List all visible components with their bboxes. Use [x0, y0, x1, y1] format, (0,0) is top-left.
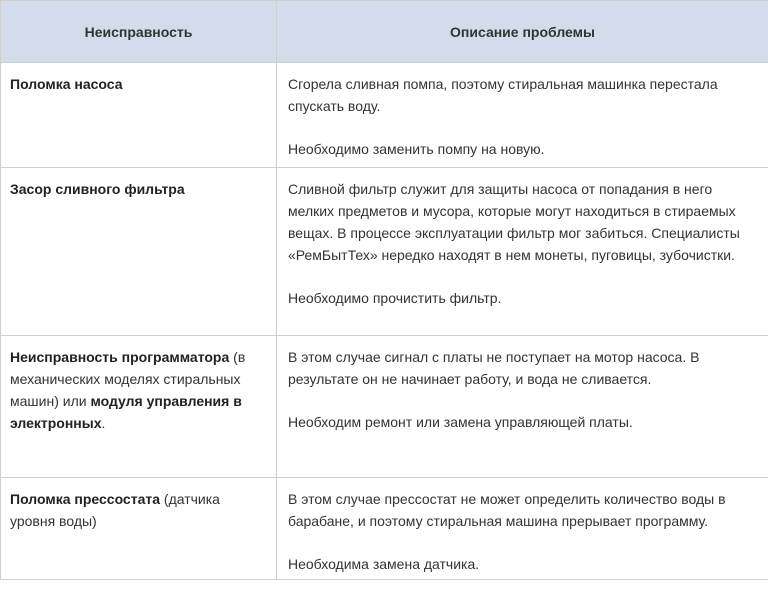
- fault-note-end: .: [101, 415, 106, 431]
- description-cell: [277, 478, 768, 580]
- fault-note: (в механических моделях стиральных машин) или: [10, 349, 246, 409]
- solution-text: Необходимо заменить помпу на новую.: [288, 141, 545, 157]
- fault-title: Неисправность программатора: [10, 349, 230, 365]
- description-text: Сливной фильтр служит для защиты насоса от попадания в него мелких предметов и мусора, которые могут находиться в стираемых вещах. В процессе эксплуатации фильтр мог забиться. Специалисты «РемБытТех» нередко находят в нем монеты, пуговицы, зубочистки.: [288, 181, 740, 263]
- solution-text: Необходим ремонт или замена управляющей платы.: [288, 414, 633, 430]
- solution-text: Необходимо прочистить фильтр.: [288, 290, 502, 306]
- description-cell: [277, 336, 768, 478]
- description-cell: [277, 63, 768, 168]
- description-text: В этом случае прессостат не может определить количество воды в барабане, и поэтому стиральная машина прерывает программу.: [288, 491, 726, 529]
- table-row: [1, 336, 768, 478]
- table-row: [1, 168, 768, 336]
- description-text: Сгорела сливная помпа, поэтому стиральная машинка перестала спускать воду.: [288, 76, 718, 114]
- fault-note: (датчика уровня воды): [10, 491, 220, 529]
- table-row: [1, 63, 768, 168]
- fault-cell: [1, 336, 277, 478]
- header-fault: Неисправность: [1, 1, 277, 63]
- fault-cell: [1, 63, 277, 168]
- fault-title: Засор сливного фильтра: [10, 181, 185, 197]
- table-row: [1, 478, 768, 580]
- fault-title: Поломка прессостата: [10, 491, 161, 507]
- table-header-row: [1, 1, 768, 63]
- fault-cell: [1, 168, 277, 336]
- fault-title: Поломка насоса: [10, 76, 123, 92]
- header-description: Описание проблемы: [277, 1, 768, 63]
- fault-cell: [1, 478, 277, 580]
- fault-title-secondary: модуля управления в электронных: [10, 393, 242, 431]
- description-cell: [277, 168, 768, 336]
- solution-text: Необходима замена датчика.: [288, 556, 480, 572]
- description-text: В этом случае сигнал с платы не поступает на мотор насоса. В результате он не начинает работу, и вода не сливается.: [288, 349, 700, 387]
